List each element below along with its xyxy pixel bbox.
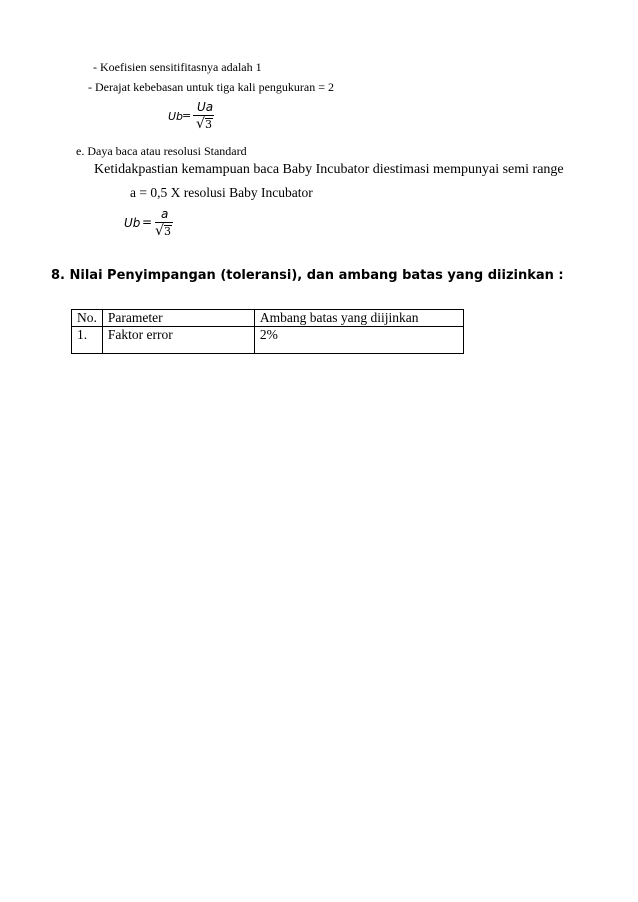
formula2-denominator: 3 xyxy=(164,225,171,238)
uncertainty-line: Ketidakpastian kemampuan baca Baby Incubator diestimasi mempunyai semi range xyxy=(94,162,564,177)
row-threshold: 2% xyxy=(254,327,463,354)
header-threshold: Ambang batas yang diijinkan xyxy=(254,310,463,327)
formula1-denominator: 3 xyxy=(205,118,212,131)
sqrt-icon: √ xyxy=(196,116,205,132)
degrees-of-freedom-line: - Derajat kebebasan untuk tiga kali pengukuran = 2 xyxy=(88,80,335,94)
row-no: 1. xyxy=(72,327,103,354)
formula1-numerator: Ua xyxy=(197,100,214,114)
section-8-heading: 8. Nilai Penyimpangan (toleransi), dan ambang batas yang diizinkan : xyxy=(51,268,564,283)
sensitivity-coefficient-line: - Koefisien sensitifitasnya adalah 1 xyxy=(93,60,262,74)
table-header-row xyxy=(72,310,464,327)
formula1-equals: = xyxy=(182,109,192,122)
formula2-equals: = xyxy=(142,215,153,229)
header-no: No. xyxy=(72,310,103,327)
resolution-heading: e. Daya baca atau resolusi Standard xyxy=(76,144,247,158)
formula2-numerator: a xyxy=(161,207,169,221)
table-row xyxy=(72,327,464,354)
sqrt-icon: √ xyxy=(155,223,164,239)
row-parameter: Faktor error xyxy=(102,327,254,354)
formula1-lhs: Ub xyxy=(168,110,184,123)
formula2-lhs: Ub xyxy=(124,216,141,230)
semi-range-equation: a = 0,5 X resolusi Baby Incubator xyxy=(130,185,313,200)
header-parameter: Parameter xyxy=(102,310,254,327)
tolerance-table xyxy=(71,309,464,354)
